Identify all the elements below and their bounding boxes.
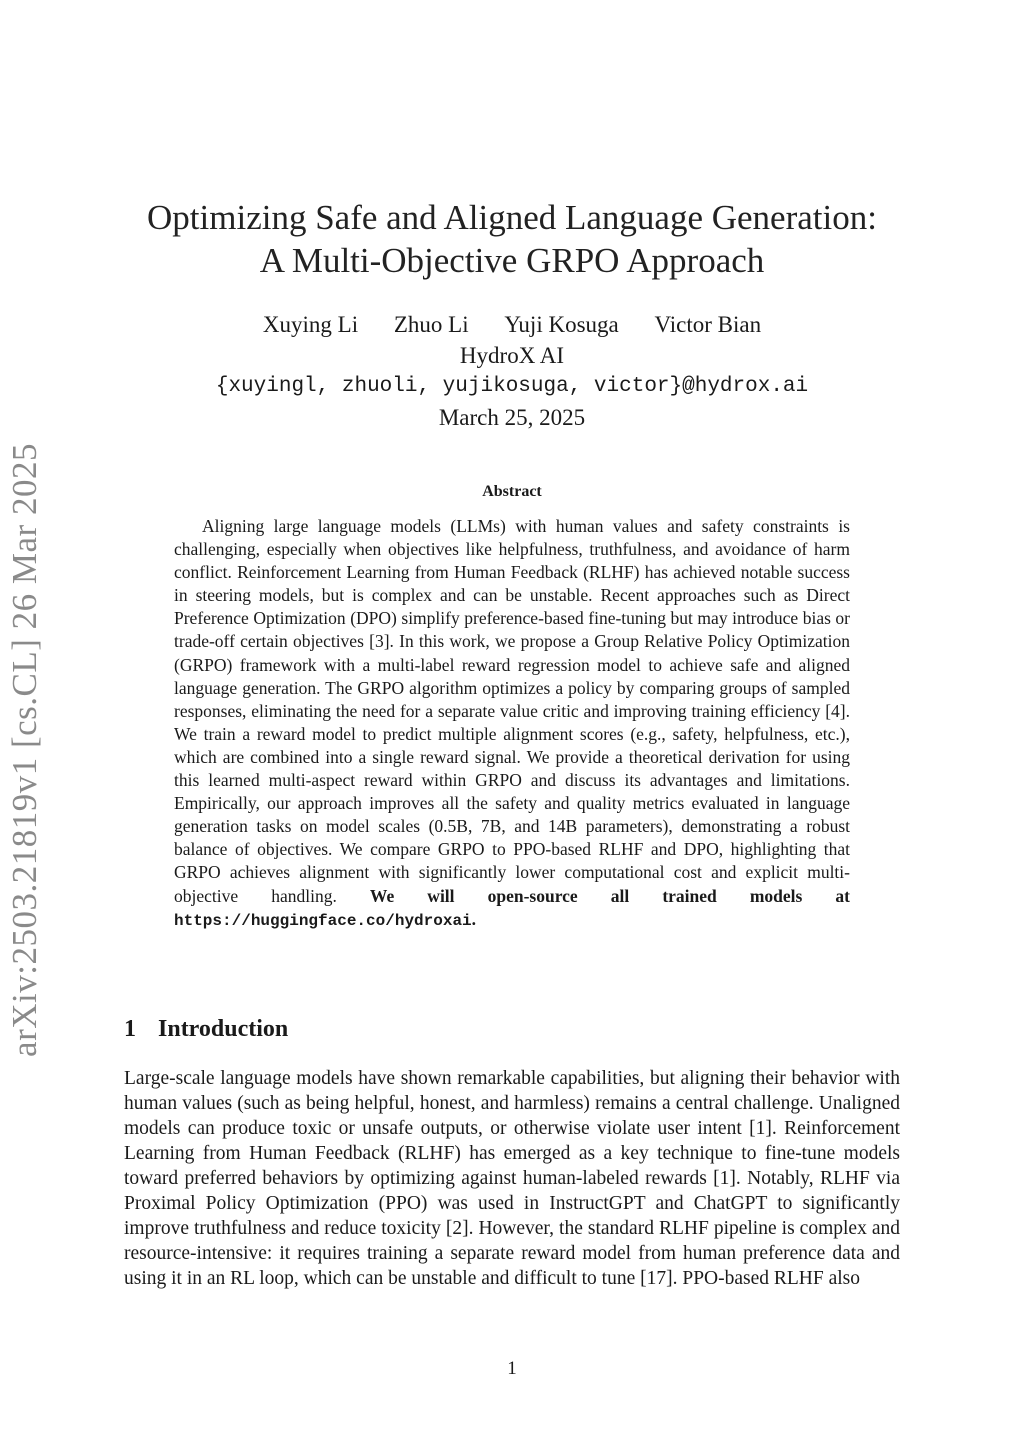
arxiv-identifier: arXiv:2503.21819v1 [cs.CL] 26 Mar 2025 — [5, 443, 44, 1057]
section-title: Introduction — [158, 1016, 289, 1042]
affiliation: HydroX AI — [459, 343, 565, 368]
page-number: 1 — [507, 1358, 517, 1379]
abstract-heading: Abstract — [482, 483, 542, 500]
author-emails: {xuyingl, zhuoli, yujikosuga, victor}@hydrox.ai — [215, 375, 809, 398]
open-source-statement: We will open-source all trained models at — [369, 885, 850, 906]
section-number: 1 — [124, 1016, 136, 1042]
statement-period: . — [471, 908, 477, 929]
abstract-paragraph: Aligning large language models (LLMs) with human values and safety constraints is challenging, especially when objectives like helpfulness, truthfulness, and avoidance of harm conflict. Reinforcement Learning from Human Feedback (RLHF) has achieved notable success in steering models, but is complex and can be unstable. Recent approaches such as Direct Preference Optimization (DPO) simplify preference-based fine-tuning but may introduce bias or trade-off certain objectives [3]. In this work, we propose a Group Relative Policy Optimization (GRPO) framework with a multi-label reward regression model to achieve safe and aligned language generation. The GRPO algorithm optimizes a policy by comparing groups of sampled responses, eliminating the need for a separate value critic and improving training efficiency [4]. We train a reward model to predict multiple alignment scores (e.g., safety, helpfulness, etc.), which are combined into a single reward signal. We provide a theoretical derivation for using this learned multi-aspect reward within GRPO and discuss its advantages and limitations. Empirically, our approach improves all the safety and quality metrics evaluated in language generation tasks on model scales (0.5B, 7B, and 14B parameters), demonstrating a robust balance of objectives. We compare GRPO to PPO-based RLHF and DPO, highlighting that GRPO achieves alignment with significantly lower computational cost and explicit multi-objective handling. — [174, 516, 850, 906]
abstract-text — [174, 515, 850, 933]
publication-date: March 25, 2025 — [438, 405, 586, 430]
paper-title — [100, 196, 924, 282]
title-line-1: Optimizing Safe and Aligned Language Generation: — [147, 198, 877, 237]
author-list — [100, 309, 924, 340]
introduction-paragraph: Large-scale language models have shown remarkable capabilities, but aligning their behavior with human values (such as being helpful, honest, and harmless) remains a central challenge. Unaligned models can produce toxic or unsafe outputs, or otherwise violate user intent [1]. Reinforcement Learning from Human Feedback (RLHF) has emerged as a key technique to fine-tune models toward preferred behaviors by optimizing against human-labeled rewards [1]. Notably, RLHF via Proximal Policy Optimization (PPO) was used in InstructGPT and ChatGPT to significantly improve truthfulness and reduce toxicity [2]. However, the standard RLHF pipeline is complex and resource-intensive: it requires training a separate reward model from human preference data and using it in an RL loop, which can be unstable and difficult to tune [17]. PPO-based RLHF also — [124, 1068, 900, 1289]
author-name: Victor Bian — [654, 312, 762, 337]
author-name: Xuying Li — [262, 312, 359, 337]
author-name: Yuji Kosuga — [504, 312, 619, 337]
title-line-2: A Multi-Objective GRPO Approach — [259, 241, 765, 280]
huggingface-link[interactable]: https://huggingface.co/hydroxai — [174, 911, 472, 930]
section-heading-introduction — [124, 1016, 288, 1043]
author-name: Zhuo Li — [393, 312, 469, 337]
